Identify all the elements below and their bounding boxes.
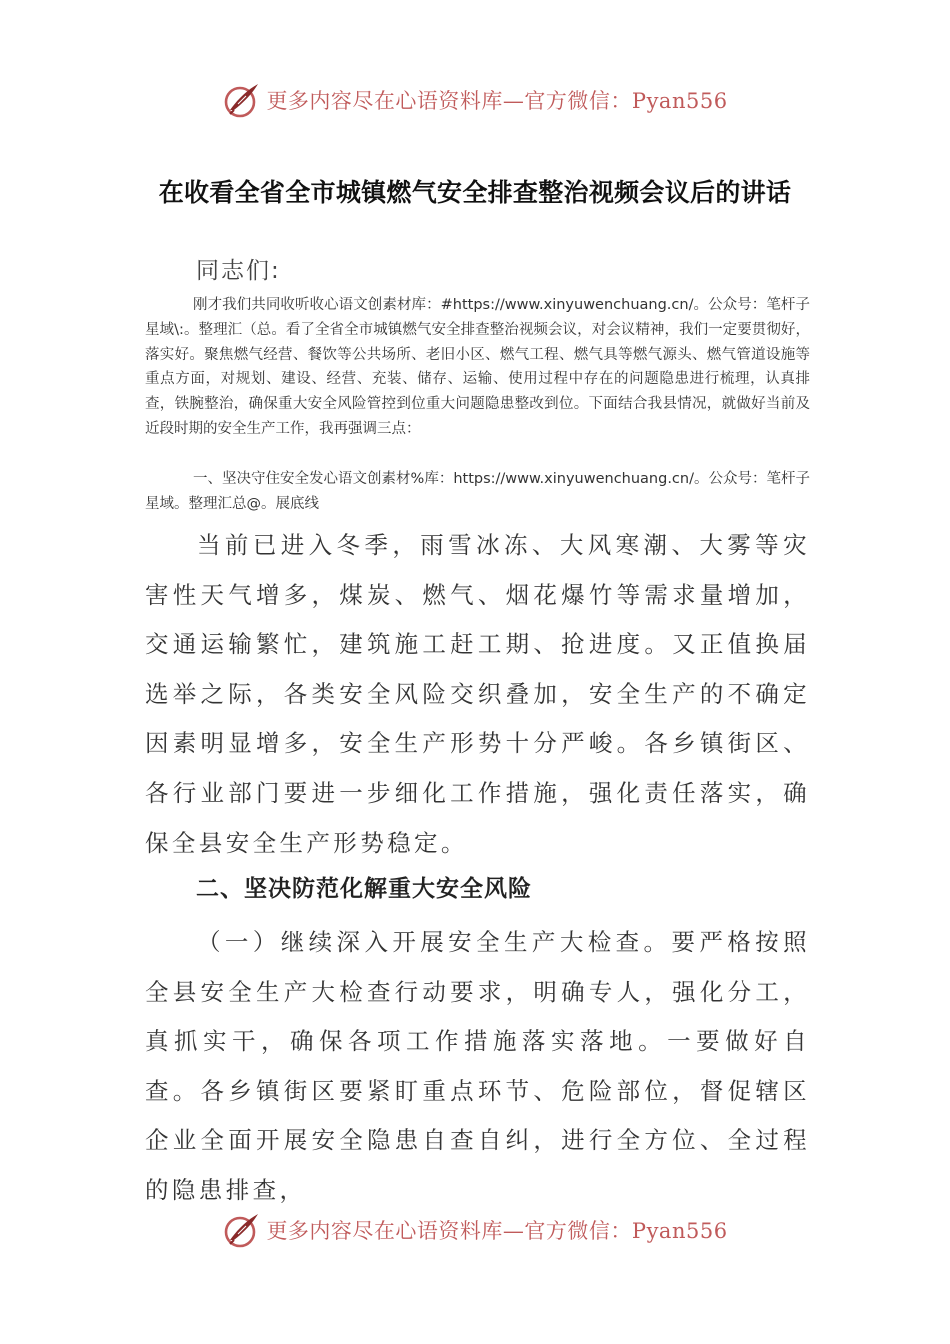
section-1-heading: 一、坚决守住安全发心语文创素材%库：https://www.xinyuwenchuang.cn/。公众号：笔杆子星域。整理汇总@。展底线 [145, 471, 810, 512]
section-2-heading: 二、坚决防范化解重大安全风险 [196, 876, 532, 902]
salutation: 同志们: [196, 258, 281, 284]
quill-pen-logo-icon [222, 1210, 262, 1250]
body-paragraph-1: 当前已进入冬季，雨雪冰冻、大风寒潮、大雾等灾害性天气增多，煤炭、燃气、烟花爆竹等需求量增加，交通运输繁忙，建筑施工赶工期、抢进度。又正值换届选举之际，各类安全风险交织叠加，安全生产的不确定因素明显增多，安全生产形势十分严峻。各乡镇街区、各行业部门要进一步细化工作措施，强化责任落实，确保全县安全生产形势稳定。 [145, 531, 810, 857]
quill-pen-logo-icon [222, 80, 262, 120]
banner-text: 更多内容尽在心语资料库—官方微信：Pyan556 [266, 1219, 728, 1243]
footer-banner [0, 1208, 950, 1252]
banner-text: 更多内容尽在心语资料库—官方微信：Pyan556 [266, 89, 728, 113]
intro-paragraph: 刚才我们共同收听收心语文创素材库：#https://www.xinyuwenchuang.cn/。公众号：笔杆子星域\:。整理汇（总。看了全省全市城镇燃气安全排查整治视频会议，对会议精神，我们一定要贯彻好，落实好。聚焦燃气经营、餐饮等公共场所、老旧小区、燃气工程、燃气具等燃气源头、燃气管道设施等重点方面，对规划、建设、经营、充装、储存、运输、使用过程中存在的问题隐患进行梳理，认真排查，铁腕整治，确保重大安全风险管控到位重大问题隐患整改到位。下面结合我县情况，就做好当前及近段时期的安全生产工作，我再强调三点： [145, 297, 810, 437]
document-title: 在收看全省全市城镇燃气安全排查整治视频会议后的讲话 [158, 178, 792, 207]
header-banner [0, 78, 950, 122]
body-paragraph-2: （一）继续深入开展安全生产大检查。要严格按照全县安全生产大检查行动要求，明确专人，强化分工，真抓实干，确保各项工作措施落实落地。一要做好自查。各乡镇街区要紧盯重点环节、危险部位，督促辖区企业全面开展安全隐患自查自纠，进行全方位、全过程的隐患排查， [145, 928, 810, 1204]
